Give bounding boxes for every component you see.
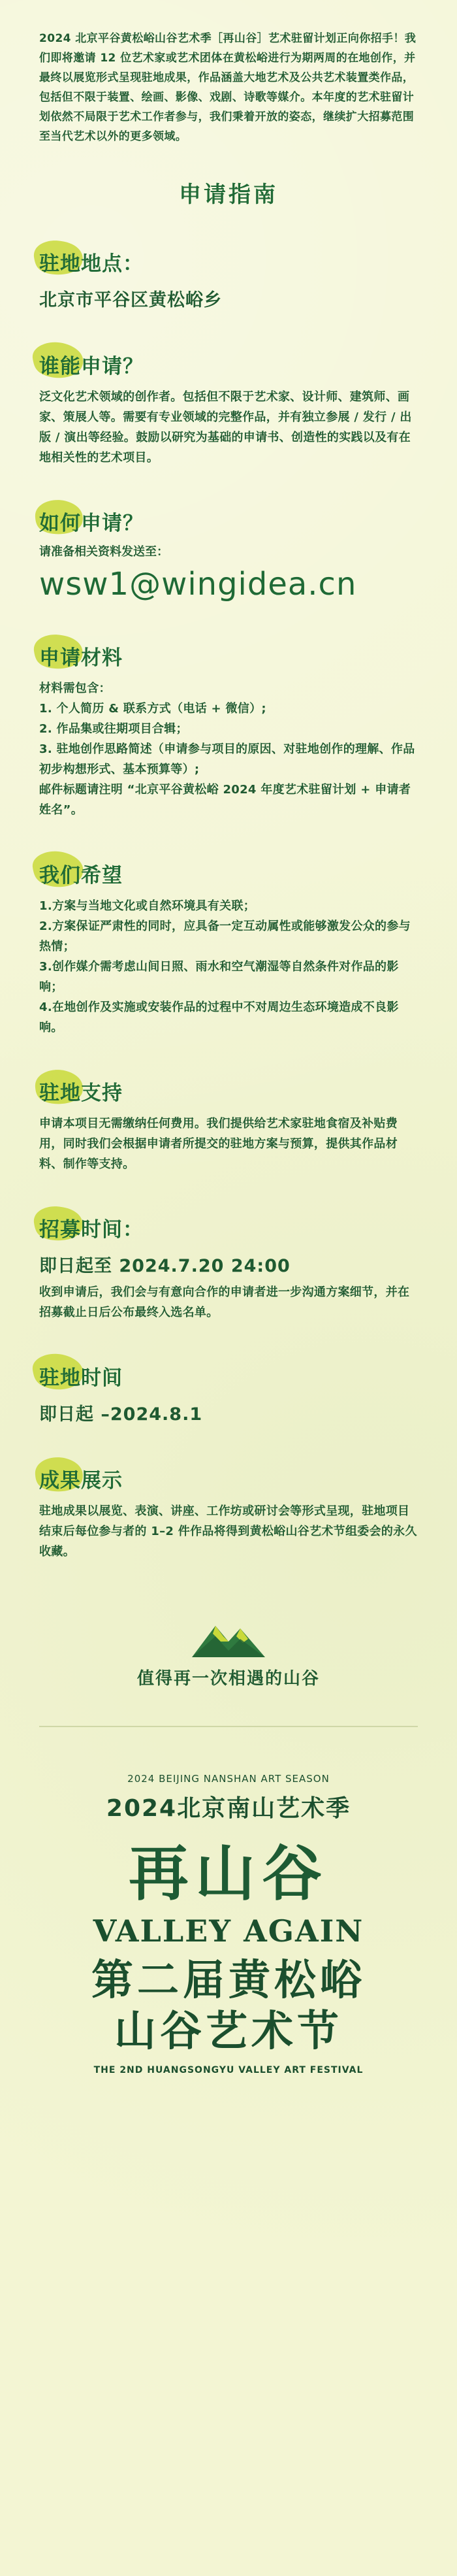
list-item: 邮件标题请注明 “北京平谷黄松峪 2024 年度艺术驻留计划 + 申请者姓名”。 xyxy=(39,783,411,817)
list-item: 3.创作媒介需考虑山间日照、雨水和空气潮湿等自然条件对作品的影响； xyxy=(39,960,399,994)
recruit-heading: 招募时间： xyxy=(39,1218,144,1242)
brand-cn-season: 2024北京南山艺术季 xyxy=(106,1795,351,1822)
list-item: 3. 驻地创作思路简述（申请参与项目的原因、对驻地创作的理解、作品初步构想形式、基本预算等）; xyxy=(39,742,415,776)
divider xyxy=(39,1726,418,1727)
brand-cn-festival xyxy=(39,1955,418,2057)
festival-brand xyxy=(39,1773,418,2075)
list-item: 4.在地创作及实施或安装作品的过程中不对周边生态环境造成不良影响。 xyxy=(39,1000,399,1034)
materials-heading: 申请材料 xyxy=(39,646,123,670)
mountain-logo-icon xyxy=(189,1617,268,1659)
brand-en-season: 2024 BEIJING NANSHAN ART SEASON xyxy=(127,1773,330,1785)
mountain-logo-block xyxy=(39,1617,418,1689)
support-text: 申请本项目无需缴纳任何费用。我们提供给艺术家驻地食宿及补贴费用，同时我们会根据申请者所提交的驻地方案与预算，提供其作品材料、制作等支持。 xyxy=(39,1117,398,1171)
section-who xyxy=(39,344,418,468)
list-item: 1. 个人简历 & 联系方式（电话 + 微信）; xyxy=(39,702,266,716)
slogan: 值得再一次相遇的山谷 xyxy=(136,1669,320,1689)
intro-paragraph: 2024 北京平谷黄松峪山谷艺术季［再山谷］艺术驻留计划正向你招手！我们即将邀请 12 位艺术家或艺术团体在黄松峪进行为期两周的在地创作，并最终以展览形式呈现驻地成果，作品涵盖大地艺术及公共艺术装置类作品，包括但不限于装置、绘画、影像、戏剧、诗歌等媒介。本年度的艺术驻留计划依然不局限于艺术工作者参与，我们秉着开放的姿态，继续扩大招募范围至当代艺术以外的更多领域。 xyxy=(39,32,417,143)
brand-main-title: 再山谷 xyxy=(128,1839,328,1909)
section-how xyxy=(39,501,418,603)
list-item: 2. 作品集或往期项目合辑； xyxy=(39,722,188,736)
contact-email[interactable]: wsw1@wingidea.cn xyxy=(39,566,357,603)
location-heading: 驻地地点： xyxy=(39,252,144,276)
showcase-heading: 成果展示 xyxy=(39,1469,123,1493)
residency-heading: 驻地时间 xyxy=(39,1366,123,1390)
showcase-text: 驻地成果以展览、表演、讲座、工作坊或研讨会等形式呈现，驻地项目结束后每位参与者的 1–2 件作品将得到黄松峪山谷艺术节组委会的永久收藏。 xyxy=(39,1504,417,1559)
list-item: 2.方案保证严肃性的同时，应具备一定互动属性或能够激发公众的参与热情； xyxy=(39,919,411,953)
section-residency xyxy=(39,1355,418,1425)
who-heading: 谁能申请？ xyxy=(39,355,144,378)
how-note: 请准备相关资料发送至： xyxy=(39,545,168,559)
hope-heading: 我们希望 xyxy=(39,864,123,887)
brand-cn-festival-line2: 山谷艺术节 xyxy=(114,2007,343,2056)
residency-period: 即日起 –2024.8.1 xyxy=(39,1404,203,1425)
support-heading: 驻地支持 xyxy=(39,1082,123,1105)
guide-title: 申请指南 xyxy=(179,182,278,208)
section-materials xyxy=(39,635,418,820)
location-value: 北京市平谷区黄松峪乡 xyxy=(39,290,222,310)
section-location xyxy=(39,241,418,311)
list-item: 材料需包含： xyxy=(39,682,111,695)
brand-en-main: VALLEY AGAIN xyxy=(93,1913,364,1949)
recruit-text: 收到申请后，我们会与有意向合作的申请者进一步沟通方案细节，并在招募截止日后公布最终入选名单。 xyxy=(39,1285,410,1319)
list-item: 1.方案与当地文化或自然环境具有关联； xyxy=(39,899,256,913)
recruit-period: 即日起至 2024.7.20 24:00 xyxy=(39,1256,291,1276)
hope-list xyxy=(39,896,418,1038)
how-heading: 如何申请？ xyxy=(39,512,144,535)
who-text: 泛文化艺术领域的创作者。包括但不限于艺术家、设计师、建筑师、画家、策展人等。需要有专业领域的完整作品，并有独立参展 / 发行 / 出版 / 演出等经验。鼓励以研究为基础的申请书、创造性的实践以及有在地相关性的艺术项目。 xyxy=(39,390,412,465)
section-recruit xyxy=(39,1207,418,1323)
brand-en-festival: THE 2ND HUANGSONGYU VALLEY ART FESTIVAL xyxy=(93,2065,364,2075)
materials-list xyxy=(39,678,418,820)
section-hope xyxy=(39,853,418,1038)
section-showcase xyxy=(39,1458,418,1562)
brand-cn-festival-line1: 第二届黄松峪 xyxy=(91,1957,366,2005)
section-support xyxy=(39,1070,418,1174)
